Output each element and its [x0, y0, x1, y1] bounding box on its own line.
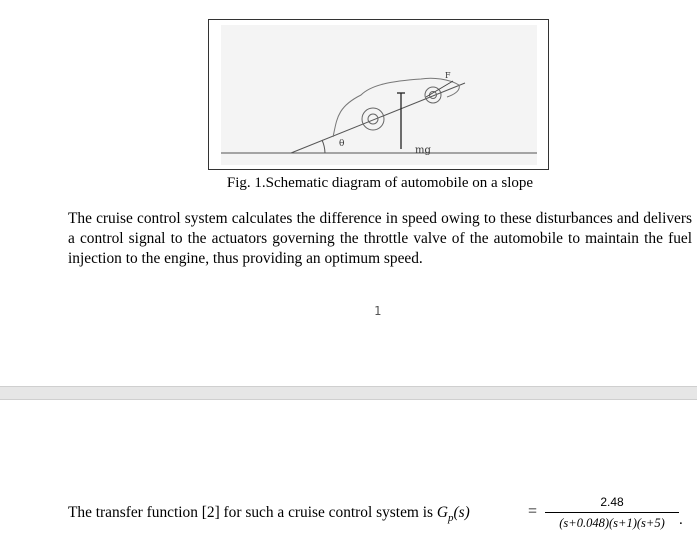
- equals-sign: =: [528, 503, 538, 520]
- angle-label: θ: [339, 139, 345, 149]
- transfer-function-fraction: [545, 494, 679, 531]
- page-number: 1: [374, 304, 382, 318]
- figure-image: [221, 25, 537, 165]
- gp-symbol: $G_p(s)$: [436, 504, 470, 525]
- fraction-bar: [545, 512, 679, 513]
- document-page-2: [0, 400, 697, 533]
- transfer-function-sentence: [68, 503, 470, 528]
- figure-frame: [208, 19, 549, 170]
- car-on-slope-sketch: [221, 25, 537, 165]
- force-label: F: [445, 71, 451, 80]
- sentence-period: .: [679, 512, 683, 528]
- numerator: 2.48: [600, 495, 624, 509]
- page-separator: [0, 386, 697, 400]
- body-paragraph: The cruise control system calculates the difference in speed owing to these disturbances and delivers a control signal to the actuators governing the throttle valve of the automobile to maintain the fuel injection to the engine, thus providing an optimum speed.: [68, 210, 692, 267]
- transfer-function-text: The transfer function [2] for such a cruise control system is: [68, 504, 437, 521]
- angle-arc: [322, 140, 325, 153]
- figure-caption: Fig. 1.Schematic diagram of automobile on a slope: [226, 175, 534, 191]
- rear-wheel: [362, 108, 384, 130]
- weight-label: mg: [415, 145, 431, 156]
- denominator: (s+0.048)(s+1)(s+5): [559, 516, 665, 530]
